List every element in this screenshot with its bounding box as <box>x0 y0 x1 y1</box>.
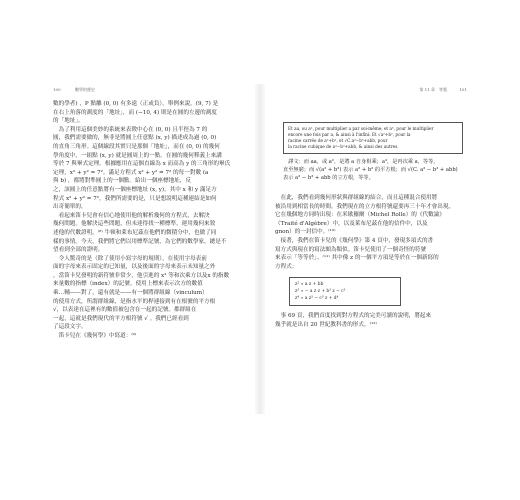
body-text-line: 面的字母來表示固定的已知量，以及後面的字母來表示未知量之外 <box>53 264 216 271</box>
body-text-line: 出奇簡單的， <box>53 204 87 211</box>
body-text-line: 寫方式與現在的寫法頗為類似。笛卡兒使用了一個奇怪的符號 <box>275 246 427 253</box>
body-text-line: 令人驚奇的是（除了使用小寫字母的規則），在使用字母表前 <box>53 255 207 262</box>
translation-line: 直至無窮；而 √(a² + b²) 表示 a² + b² 的平方根；而 √(C. a³ − b³ + abb) <box>283 167 458 173</box>
latin-quote-box <box>283 122 463 154</box>
body-text-line: 之，該圓上的任意點將有一個座標地址 (x, y)，其中 x 和 y 滿足方 <box>53 186 217 193</box>
body-text-line: 被沿用到相當長的時間。我們現在的立方根符號還要再三十年才會出現， <box>275 203 455 210</box>
equation-line: z³ ∝ − a z z + b³ z − c³ <box>295 289 346 295</box>
body-text-line: 圓，我們需要做的，無非是將圓上任意點 (x, y) 描述成為過 (0, 0) <box>53 135 217 142</box>
body-text-line: 望看到全部的證明。 <box>53 247 104 254</box>
body-text-line: （Traité d'Algèbre）中，以及萊布尼茲在他的信件中，以及 <box>275 220 428 227</box>
body-text-line: 幾乎就是出自 20 世紀教科書的形式。⁽¹²⁾ <box>275 321 377 328</box>
body-text-line: 學角度中，一組點 (x, y) 就是圓周上的一點。在圓的幾何釋義上來講 <box>53 152 222 159</box>
body-text-line: 來表示「等等於」。⁽¹¹⁾ 其中像 z 的一個平方項是等於在一個新寫的 <box>275 255 439 262</box>
left-page-header <box>53 86 245 94</box>
left-page-number: 100 <box>53 87 61 92</box>
body-text-line: 它在幾個地方同時出現：在米歇羅爾（Michel Rolle）的《代數論》 <box>275 212 445 219</box>
latin-quote-line: la racine cubique de a³−b³+abb, & ainsi des autres. <box>288 144 399 149</box>
body-text-line: 樣的事情。今天，我們將它們以用標準記號，為它們的數學家，總是不 <box>53 238 227 245</box>
body-text-line: 程式 x² + y² = 7²。我們所需要的是，只是想說明這種連結是如何 <box>53 195 217 202</box>
translation-line: 表示 a³ − b³ + abb 的立方根，等等。 <box>283 175 374 181</box>
body-text-line: √，以表達在這裡有的數值被包含在一起的記號。都群組在 <box>53 307 197 314</box>
paragraph-after-equations <box>275 312 467 329</box>
equation-box <box>289 277 401 306</box>
body-text-line: 接著，我們在笛卡兒的《幾何學》第 4 頁中，發現多項式的書 <box>275 237 434 244</box>
latin-quote-line: encore une fois par a, & ainsi à l'infini: Et √a²+b², pour la <box>288 132 411 137</box>
translation-line: 譯文：而 aa，或 a²，是將 a 自身相乘；a³，是再次乘 a，等等， <box>283 159 439 165</box>
translation-block <box>283 158 467 182</box>
left-page <box>53 86 245 412</box>
book-gutter <box>255 84 265 414</box>
body-text-line: 的直角三角形。這個線段其實只是那個「地址」，而在 (0, 0) 的幾何 <box>53 143 220 150</box>
body-text-line: 幾何問題。他解決這些問題，但未達得找一種標準，運用幾何來敘 <box>53 221 216 228</box>
body-text-line: 了這段文字。 <box>53 324 87 331</box>
body-text-line: 定理，x² + y² = 7²。滿足方程式 x² + y² = 7² 的每一對數 (a <box>53 169 209 176</box>
body-text-line: 事 69 頁，我們首度找到對方程式的完美可讀的說明，將起來 <box>275 313 432 320</box>
body-text-line: 看起來笛卡兒會有信心地使用他的解析幾何的方程式，去解決 <box>53 212 210 219</box>
body-text-line: 數的學者) ，P 點離 (0, 0) 有多遠（正或負）。舉例來說，(9, 7) 是 <box>53 101 219 107</box>
body-text-line: 的使用方式，所謂群組線，是指水平的桿連接到有在根號的平方根 <box>53 298 216 305</box>
left-page-body <box>53 100 245 341</box>
left-running-title: 數學的歷史 <box>75 87 95 92</box>
right-running-title: 第 11 章 等號 <box>419 87 447 92</box>
body-text-line: gnon）的一封信中。⁽¹⁰⁾ <box>275 229 336 236</box>
body-text-line: 方程式： <box>275 263 298 270</box>
right-page-header <box>275 86 467 94</box>
body-text-line: 等於 7 與畢式定理。根據應用在這個直線為 x 而高為 y 的三角形的畢氏 <box>53 161 231 168</box>
latin-quote-line: Et aa, ou a², pour multiplier a par soi-même; et a³, pour le multiplier <box>288 126 434 131</box>
body-text-line: 一起，這就是我們現代的平方根符號 √ 。我們已經看到 <box>53 315 189 322</box>
body-text-line: 為了利用這個美妙的系統來表徵中心在 (0, 0) 且半徑為 7 的 <box>53 126 208 133</box>
body-text-line: 來量數的指標（index）的記號。使用上標來表示次方的數值 <box>53 281 203 288</box>
latin-quote-line: racine carrée de a²+b², et √C.a³−b³+abb, pour <box>288 138 388 143</box>
body-text-line: 的「地址」。 <box>53 118 84 125</box>
equation-line: z⁴ ∝ a z³ − c³ z + d⁴ <box>295 296 339 302</box>
body-text-line: 笛卡兒在《幾何學》中寫道：⁽⁹⁾ <box>53 333 137 340</box>
right-page-body <box>275 122 467 330</box>
right-page <box>275 86 467 412</box>
body-text-line: ，當笛卡兒發明的新符號非常少，他引進的 x² 等和次乘方以及x 的指數 <box>53 272 230 279</box>
body-text-line: 與 b) ，都將對準圓上的一個點。給出一個座標地址，反 <box>53 178 191 185</box>
body-text-line: 述他的代數證明。⁽⁸⁾ 牛頓和萊布尼茲在他們的微積分中，也做了同 <box>53 229 217 236</box>
right-page-number: 101 <box>459 87 467 92</box>
body-text-line: 乘…輔——對了，還有就是——有一個將群組線（vinculum） <box>53 290 208 297</box>
body-text-line: 在此，我們看到幾何形狀與群組線的結合，而且這種混合使用將 <box>275 195 438 201</box>
paragraph-before-equations <box>275 194 467 271</box>
equation-line: z² ∝ a z + bb <box>295 282 324 288</box>
body-text-line: 在右上角落的測度的「地址」，而 (−10, 4) 則是在圓的左邊的測度 <box>53 109 217 116</box>
